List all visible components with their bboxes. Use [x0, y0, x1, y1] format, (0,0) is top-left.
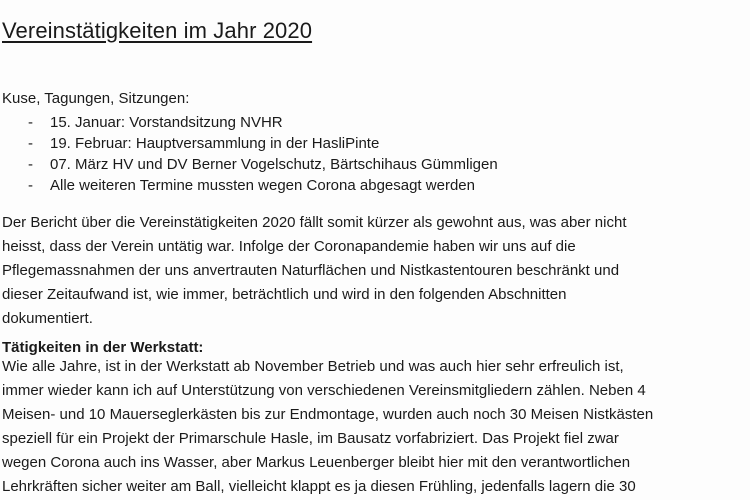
- report-line: Pflegemassnahmen der uns anvertrauten Naturflächen und Nistkastentouren beschränkt und: [2, 262, 620, 279]
- workshop-heading: Tätigkeiten in der Werkstatt:: [2, 339, 204, 356]
- workshop-line: Meisen- und 10 Mauerseglerkästen bis zur Endmontage, wurden auch noch 30 Meisen Nistkästen: [2, 406, 654, 423]
- event-text: 19. Februar: Hauptversammlung in der HasliPinte: [50, 135, 380, 152]
- event-item: [28, 133, 498, 154]
- workshop-paragraph: [2, 355, 746, 499]
- event-text: Alle weiteren Termine mussten wegen Corona abgesagt werden: [50, 177, 475, 194]
- dash-bullet-icon: -: [28, 135, 33, 152]
- report-line: dokumentiert.: [2, 310, 93, 327]
- report-paragraph: [2, 211, 746, 331]
- event-item: [28, 154, 498, 175]
- workshop-line: Lehrkräften sicher weiter am Ball, vielleicht klappt es ja diesen Frühling, jedenfalls lagern die 30: [2, 478, 636, 495]
- event-text: 07. März HV und DV Berner Vogelschutz, Bärtschihaus Gümmligen: [50, 156, 498, 173]
- document-title: Vereinstätigkeiten im Jahr 2020: [2, 18, 313, 43]
- workshop-line: speziell für ein Projekt der Primarschule Hasle, im Bausatz vorfabriziert. Das Projekt fiel zwar: [2, 430, 619, 447]
- report-line: heisst, dass der Verein untätig war. Infolge der Coronapandemie haben wir uns auf die: [2, 238, 576, 255]
- workshop-line: immer wieder kann ich auf Unterstützung von verschiedenen Vereinsmitgliedern zählen. Neben 4: [2, 382, 646, 399]
- report-line: dieser Zeitaufwand ist, wie immer, beträchtlich und wird in den folgenden Abschnitten: [2, 286, 567, 303]
- events-list: [28, 112, 498, 196]
- event-text: 15. Januar: Vorstandsitzung NVHR: [50, 114, 283, 131]
- workshop-line: Wie alle Jahre, ist in der Werkstatt ab November Betrieb und was auch hier sehr erfreulich ist,: [2, 358, 624, 375]
- dash-bullet-icon: -: [28, 156, 33, 173]
- event-item: [28, 175, 498, 196]
- dash-bullet-icon: -: [28, 177, 33, 194]
- workshop-line: wegen Corona auch ins Wasser, aber Markus Leuenberger bleibt hier mit den verantwortlichen: [2, 454, 631, 471]
- events-intro: Kuse, Tagungen, Sitzungen:: [2, 90, 190, 107]
- event-item: [28, 112, 498, 133]
- dash-bullet-icon: -: [28, 114, 33, 131]
- report-line: Der Bericht über die Vereinstätigkeiten 2020 fällt somit kürzer als gewohnt aus, was aber nicht: [2, 214, 627, 231]
